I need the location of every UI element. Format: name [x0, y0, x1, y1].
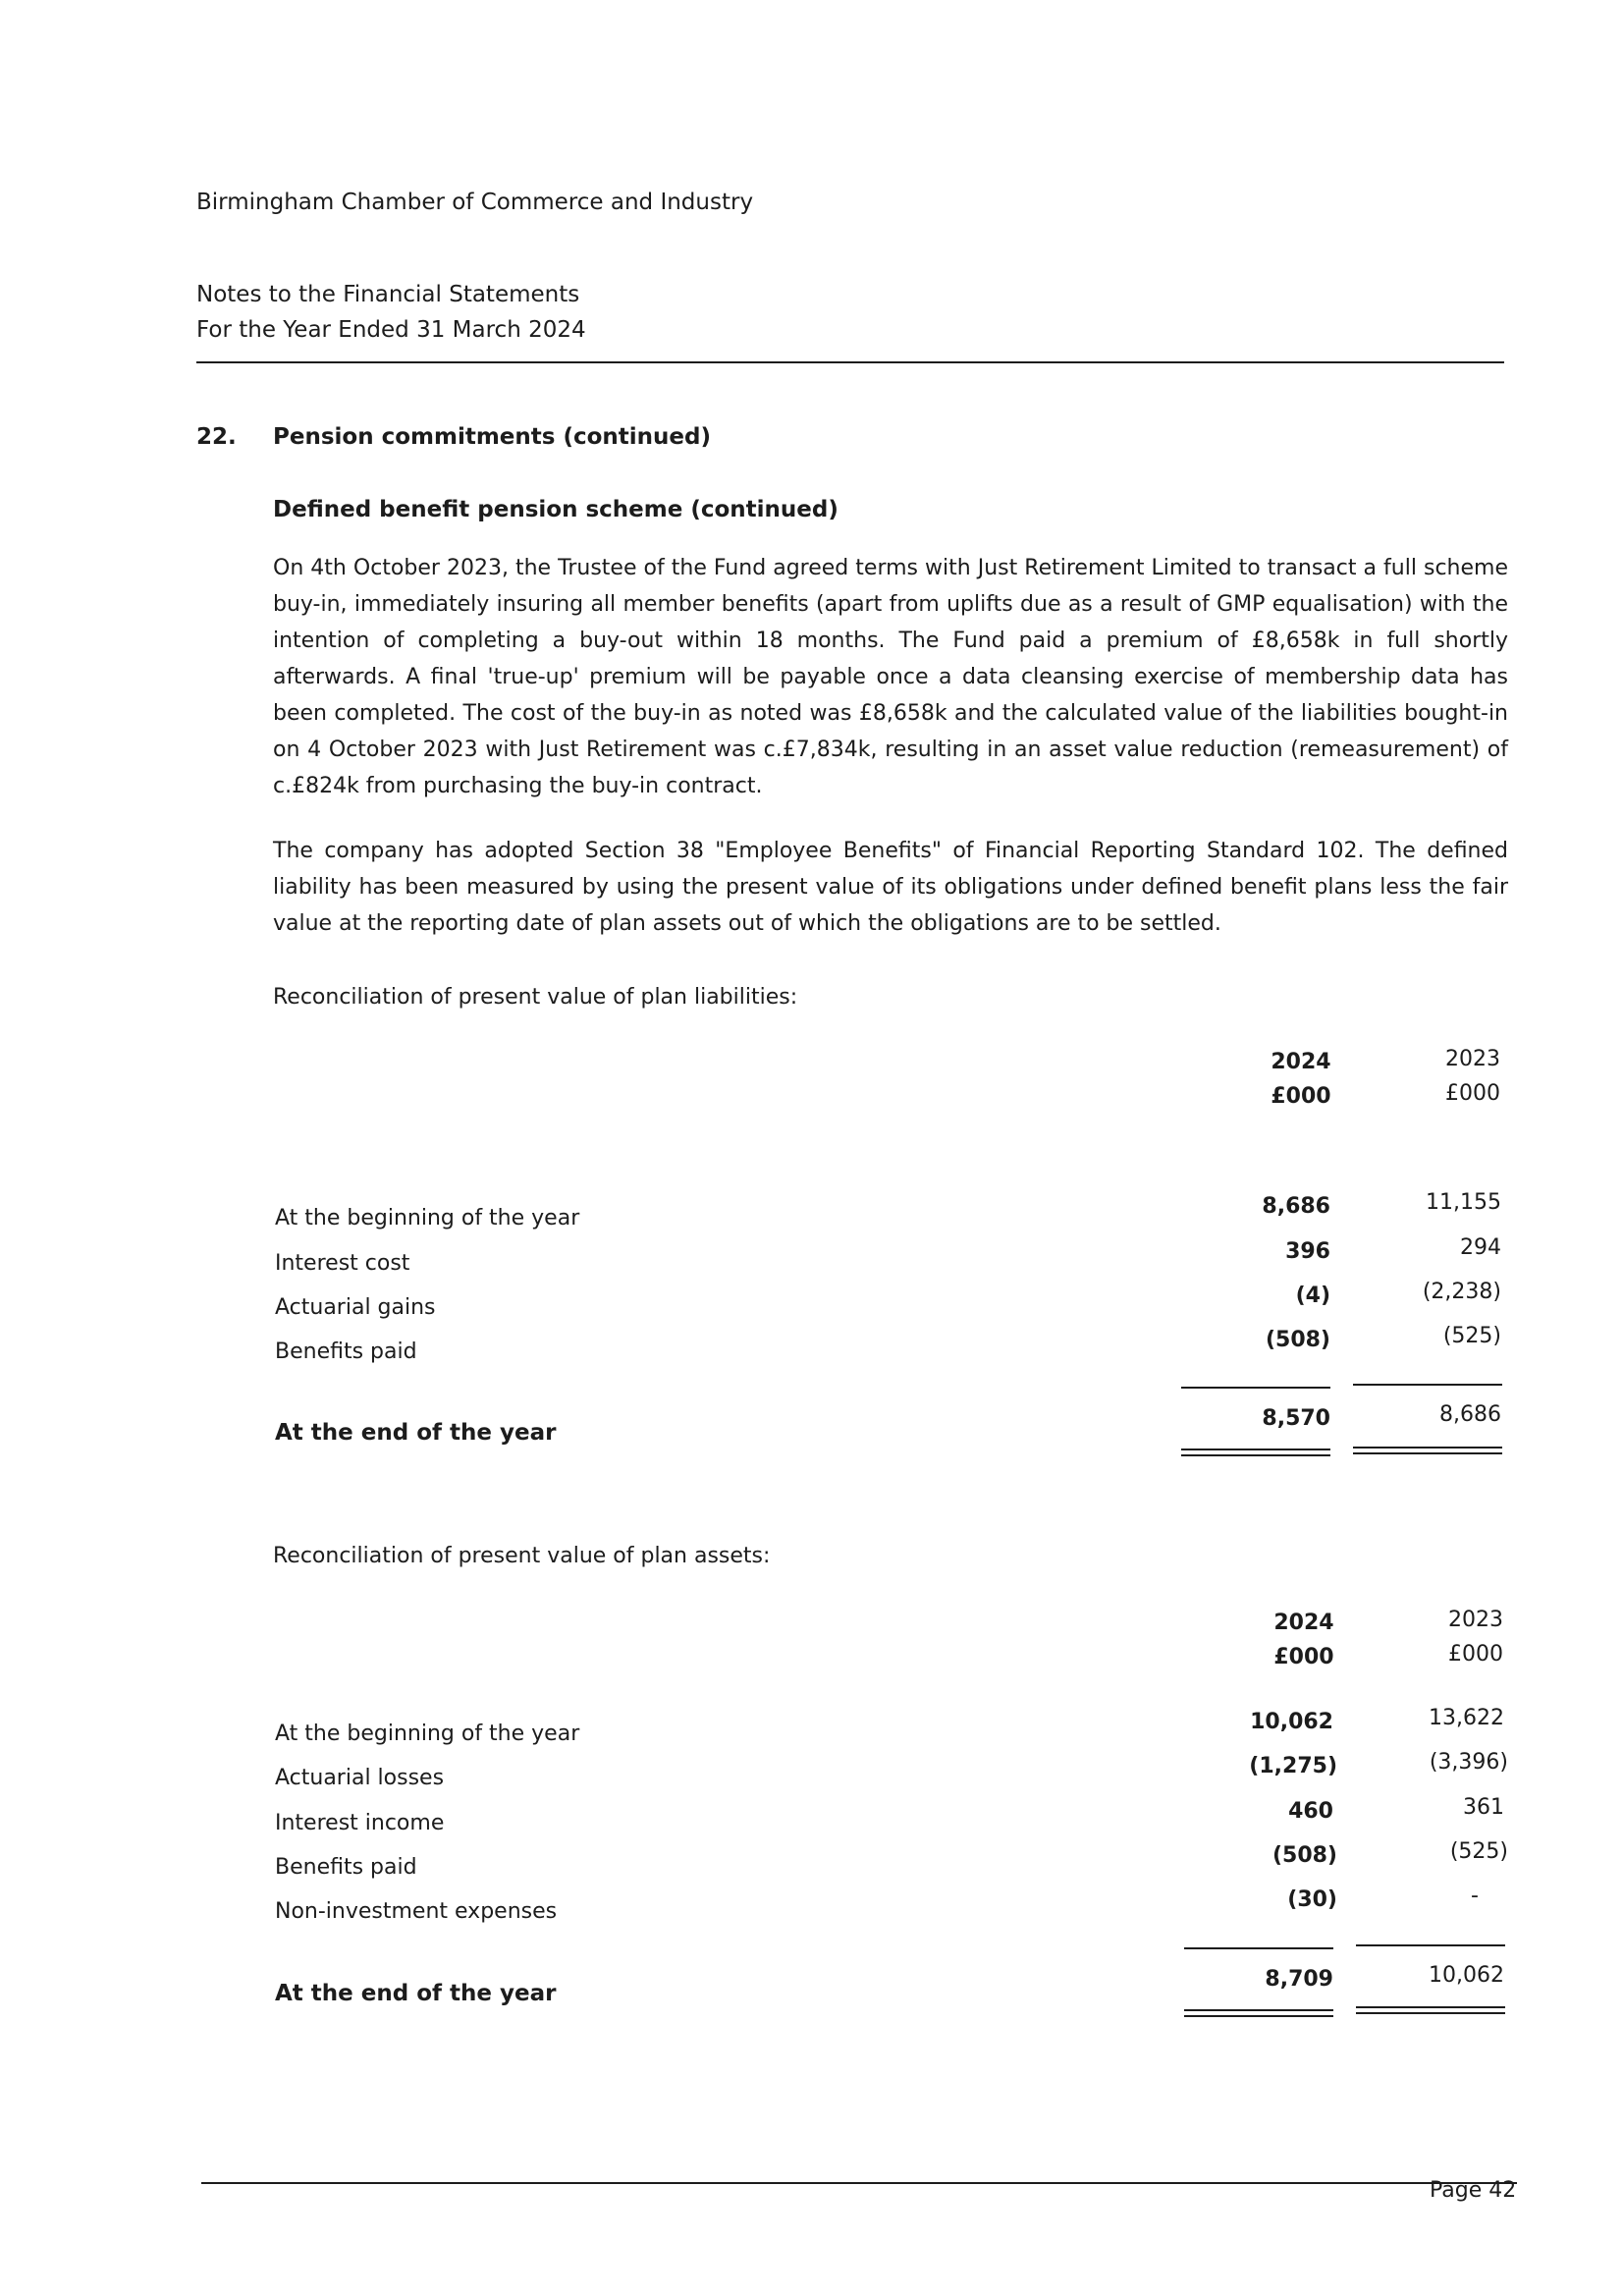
liabilities-row-label: Benefits paid — [275, 1339, 417, 1364]
assets-col-2023-year: 2023 — [1448, 1608, 1503, 1632]
assets-col-2024-unit: £000 — [1273, 1645, 1334, 1669]
liabilities-caption: Reconciliation of present value of plan liabilities: — [273, 985, 798, 1010]
page-number: Page 42 — [1430, 2178, 1517, 2203]
assets-row-label: At the beginning of the year — [275, 1722, 580, 1746]
assets-row-2024: 460 — [1288, 1799, 1333, 1824]
note-title: Pension commitments (continued) — [273, 424, 711, 450]
liabilities-row-label: Interest cost — [275, 1251, 410, 1276]
assets-row-2023: - — [1471, 1884, 1479, 1908]
assets-row-label: Actuarial losses — [275, 1766, 445, 1790]
liabilities-total-2023: 8,686 — [1439, 1402, 1501, 1427]
assets-row-2024: (30) — [1287, 1887, 1337, 1912]
liabilities-row-2023: 11,155 — [1426, 1190, 1501, 1215]
assets-total-2024: 8,709 — [1265, 1967, 1333, 1992]
company-name: Birmingham Chamber of Commerce and Industry — [196, 190, 754, 215]
liabilities-row-2024: (4) — [1295, 1284, 1330, 1308]
paragraph-buy-in: On 4th October 2023, the Trustee of the Fund agreed terms with Just Retirement Limited to transact a full scheme buy-in, immediately insuring all member benefits (apart from uplifts due as a result of GMP equalisation) with the intention of completing a buy-out within 18 months. The Fund paid a premium of £8,658k in full shortly afterwards. A final 'true-up' premium will be payable once a data cleansing exercise of membership data has been completed. The cost of the buy-in as noted was £8,658k and the calculated value of the liabilities bought-in on 4 October 2023 with Just Retirement was c.£7,834k, resulting in an asset value reduction (remeasurement) of c.£824k from purchasing the buy-in contract. — [273, 556, 1508, 798]
assets-row-label: Benefits paid — [275, 1855, 417, 1880]
liabilities-row-2024: 396 — [1285, 1239, 1330, 1264]
liabilities-row-2023: (525) — [1442, 1324, 1501, 1348]
liabilities-row-2024: 8,686 — [1262, 1194, 1330, 1219]
document-period: For the Year Ended 31 March 2024 — [196, 317, 586, 343]
liabilities-row-2023: (2,238) — [1422, 1280, 1501, 1304]
assets-subtotal-rule-2023 — [1356, 1944, 1505, 1946]
assets-row-2024: (508) — [1271, 1843, 1337, 1868]
assets-row-label: Non-investment expenses — [275, 1899, 558, 1924]
liabilities-row-2023: 294 — [1460, 1235, 1501, 1260]
note-subtitle: Defined benefit pension scheme (continued) — [273, 497, 839, 522]
assets-row-2023: 361 — [1463, 1795, 1504, 1820]
liabilities-col-2023-unit: £000 — [1445, 1081, 1500, 1106]
assets-col-2024-year: 2024 — [1273, 1611, 1334, 1635]
assets-row-2023: (525) — [1449, 1839, 1508, 1864]
assets-total-label: At the end of the year — [275, 1981, 557, 2006]
liabilities-col-2023-year: 2023 — [1445, 1047, 1500, 1071]
assets-row-2024: 10,062 — [1250, 1710, 1333, 1734]
assets-row-label: Interest income — [275, 1811, 445, 1835]
liabilities-total-label: At the end of the year — [275, 1420, 557, 1446]
document-title: Notes to the Financial Statements — [196, 282, 580, 307]
assets-total-double-rule-2024 — [1184, 2009, 1333, 2017]
assets-total-2023: 10,062 — [1429, 1963, 1504, 1988]
liabilities-row-2024: (508) — [1265, 1328, 1330, 1352]
assets-row-2023: 13,622 — [1429, 1706, 1504, 1730]
paragraph-frs102: The company has adopted Section 38 "Employee Benefits" of Financial Reporting Standard 102. The defined liability has been measured by using the present value of its obligations under defined benefit plans less the fair value at the reporting date of plan assets out of which the obligations are to be settled. — [273, 839, 1508, 936]
header-rule — [196, 361, 1504, 363]
assets-row-2024: (1,275) — [1249, 1754, 1337, 1778]
liabilities-col-2024-unit: £000 — [1271, 1084, 1331, 1109]
assets-col-2023-unit: £000 — [1448, 1642, 1503, 1667]
assets-subtotal-rule-2024 — [1184, 1947, 1333, 1949]
liabilities-subtotal-rule-2023 — [1353, 1384, 1502, 1386]
assets-caption: Reconciliation of present value of plan assets: — [273, 1544, 771, 1568]
assets-row-2023: (3,396) — [1429, 1750, 1508, 1775]
note-number: 22. — [196, 424, 237, 450]
footer-rule — [201, 2182, 1517, 2184]
liabilities-total-double-rule-2023 — [1353, 1447, 1502, 1454]
liabilities-row-label: Actuarial gains — [275, 1295, 436, 1320]
assets-total-double-rule-2023 — [1356, 2006, 1505, 2014]
liabilities-col-2024-year: 2024 — [1271, 1050, 1331, 1074]
liabilities-row-label: At the beginning of the year — [275, 1206, 580, 1230]
liabilities-subtotal-rule-2024 — [1181, 1387, 1330, 1389]
liabilities-total-2024: 8,570 — [1262, 1406, 1330, 1431]
liabilities-total-double-rule-2024 — [1181, 1449, 1330, 1456]
